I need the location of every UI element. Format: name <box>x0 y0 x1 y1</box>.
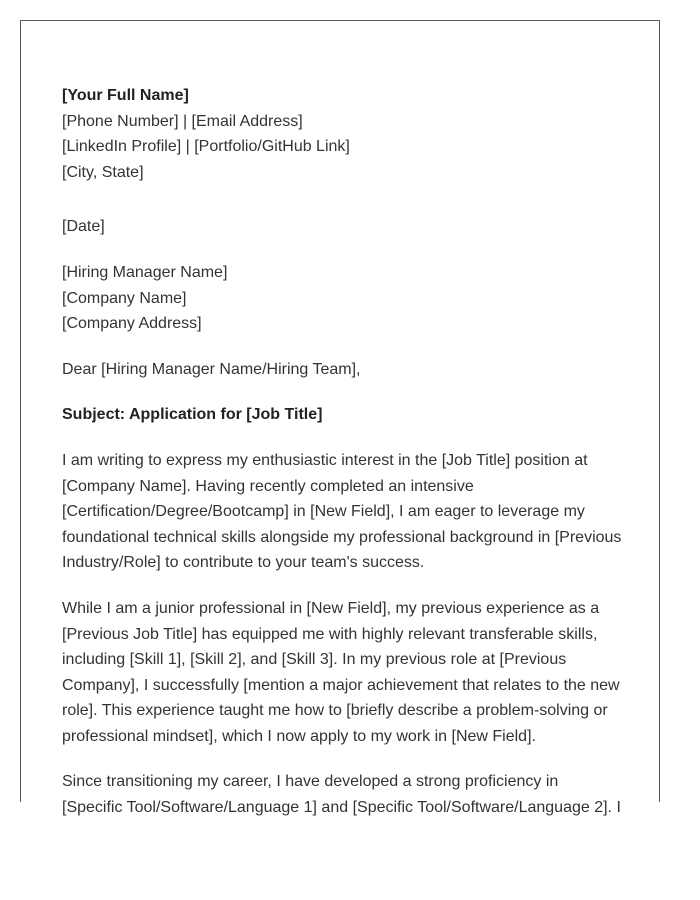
paragraph-line: role]. This experience taught me how to [briefly describe a problem-solving or <box>62 702 608 720</box>
letter-page <box>20 20 660 817</box>
paragraph-line: Company], I successfully [mention a major achievement that relates to the new <box>62 676 620 694</box>
paragraph-line: Industry/Role] to contribute to your team's success. <box>62 554 425 572</box>
paragraph-line: I am writing to express my enthusiastic interest in the [Job Title] position at <box>62 451 588 469</box>
salutation: Dear [Hiring Manager Name/Hiring Team], <box>62 360 361 378</box>
paragraph-line: Since transitioning my career, I have developed a strong proficiency in <box>62 773 559 791</box>
letter-date: [Date] <box>62 218 105 236</box>
sender-links: [LinkedIn Profile] | [Portfolio/GitHub Link] <box>62 138 350 156</box>
paragraph-line: foundational technical skills alongside my professional background in [Previous <box>62 528 622 546</box>
body-paragraph-3 <box>62 769 628 820</box>
recipient-manager: [Hiring Manager Name] <box>62 263 228 281</box>
recipient-address: [Company Address] <box>62 315 202 333</box>
paragraph-line: While I am a junior professional in [New Field], my previous experience as a <box>62 599 600 617</box>
sender-name: [Your Full Name] <box>62 87 189 104</box>
paragraph-line: including [Skill 1], [Skill 2], and [Skill 3]. In my previous role at [Previous <box>62 651 567 669</box>
subject-line: Subject: Application for [Job Title] <box>62 406 323 424</box>
body-paragraph-2 <box>62 596 628 750</box>
recipient-company: [Company Name] <box>62 289 187 307</box>
paragraph-line: [Specific Tool/Software/Language 1] and [Specific Tool/Software/Language 2]. I <box>62 799 621 817</box>
paragraph-line: [Certification/Degree/Bootcamp] in [New Field], I am eager to leverage my <box>62 503 585 521</box>
paragraph-line: [Company Name]. Having recently completed an intensive <box>62 477 474 495</box>
letter-content <box>62 83 628 821</box>
sender-location: [City, State] <box>62 163 144 181</box>
recipient-block <box>62 260 628 337</box>
paragraph-line: [Previous Job Title] has equipped me with highly relevant transferable skills, <box>62 625 598 643</box>
body-paragraph-1 <box>62 448 628 576</box>
paragraph-line: professional mindset], which I now apply to my work in [New Field]. <box>62 727 536 745</box>
sender-header <box>62 83 628 185</box>
sender-contact: [Phone Number] | [Email Address] <box>62 112 303 130</box>
